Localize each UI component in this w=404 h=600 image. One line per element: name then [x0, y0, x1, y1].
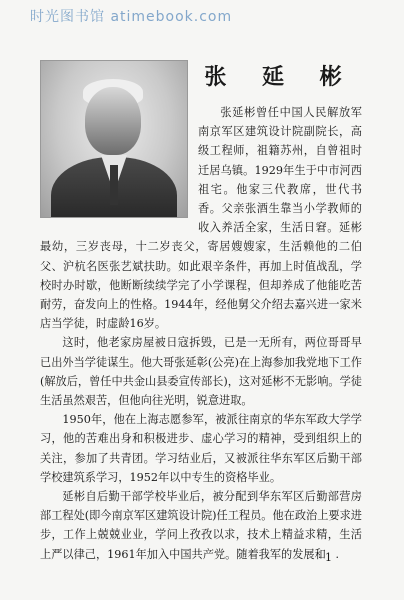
page-number: · 1 ·	[318, 551, 339, 564]
portrait-tie-shape	[110, 165, 118, 205]
page-title: 张 延 彬	[204, 64, 356, 90]
paragraph-1: 张延彬曾任中国人民解放军南京军区建筑设计院副院长，高级工程师，祖籍苏州，自曾祖时迁居乌镇。1929年生于中市河西祖宅。他家三代教席，世代书香。父亲张酒生靠当小学教师的收入养活全家，生活日窘。延彬最幼，三岁丧母，十二岁丧父，寄居嫂嫂家，生活赖他的二伯父、沪杭名医张艺斌扶助。如此艰辛条件，再加上时值战乱，学校时办时歇，他断断续续学完了小学课程，但却养成了他能吃苦耐劳，奋发向上的性格。1944年，经他舅父介绍去嘉兴进一家米店当学徒，时虚龄16岁。	[40, 106, 362, 331]
watermark-text: 时光图书馆 atimebook.com	[30, 9, 233, 25]
paragraph-2: 这时，他老家房屋被日寇拆毁，已是一无所有，两位哥哥早已出外当学徒谋生。他大哥张延彰(公亮)在上海参加我党地下工作(解放后，曾任中共金山县委宣传部长)，这对延彬不无影响。学徒生活虽然艰苦，但他向往光明，锐意进取。	[40, 336, 362, 408]
document-page	[40, 56, 362, 564]
portrait-photo	[40, 60, 188, 218]
portrait-head-shape	[85, 87, 141, 155]
paragraph-4: 延彬自后勤干部学校毕业后，被分配到华东军区后勤部营房部工程处(即今南京军区建筑设计院)任工程员。他在政治上要求进步，工作上兢兢业业，学问上孜孜以求，技术上精益求精，生活上严以律己，1961年加入中国共产党。随着我军的发展和	[40, 490, 362, 561]
paragraph-3: 1950年，他在上海志愿参军，被派往南京的华东军政大学学习，他的苦难出身和积极进步、虚心学习的精神，受到组织上的关注，参加了共青团。学习结业后，又被派往华东军区后勤干部学校建筑系学习，1952年以中专生的资格毕业。	[40, 413, 362, 484]
